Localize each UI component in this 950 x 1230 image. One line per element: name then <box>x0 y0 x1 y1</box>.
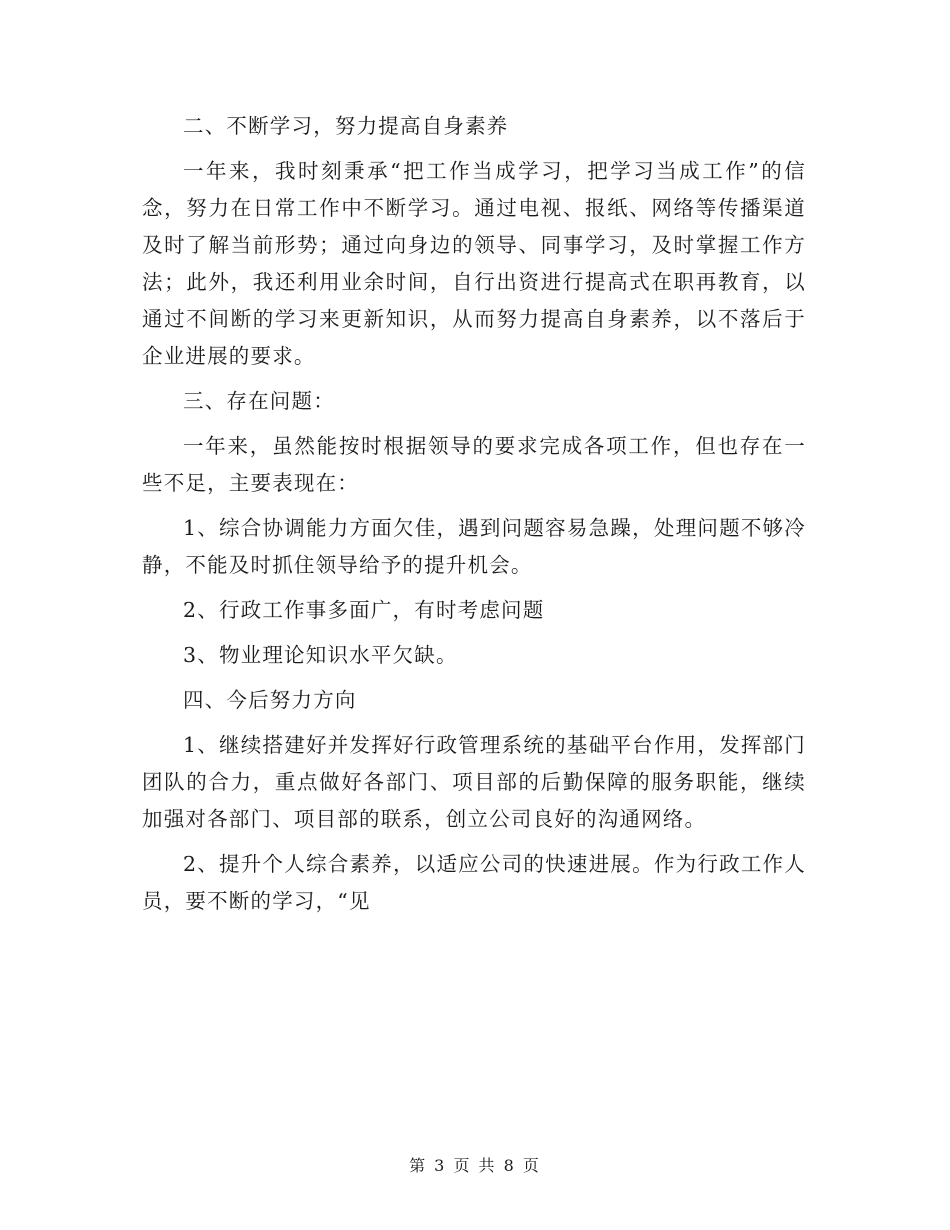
section-heading-learning: 二、不断学习，努力提高自身素养 <box>183 114 509 138</box>
problem-item-2: 2、行政工作事多面广，有时考虑问题 <box>183 598 545 622</box>
section-heading-problems: 三、存在问题： <box>183 389 335 413</box>
direction-item-2: 2、提升个人综合素养，以适应公司的快速进展。作为行政工作人员，要不断的学习，“见 <box>142 852 806 913</box>
problem-item-1: 1、综合协调能力方面欠佳，遇到问题容易急躁，处理问题不够冷静，不能及时抓住领导给予的提升机会。 <box>142 516 806 577</box>
problem-item-3: 3、物业理论知识水平欠缺。 <box>183 643 458 667</box>
page-footer: 第 3 页 共 8 页 <box>409 1156 541 1175</box>
section-heading-direction: 四、今后努力方向 <box>183 688 357 712</box>
paragraph-learning: 一年来，我时刻秉承“把工作当成学习，把学习当成工作”的信念，努力在日常工作中不断学习。通过电视、报纸、网络等传播渠道及时了解当前形势；通过向身边的领导、同事学习，及时掌握工作方法；此外，我还利用业余时间，自行出资进行提高式在职再教育，以通过不间断的学习来更新知识，从而努力提高自身素养，以不落后于企业进展的要求。 <box>142 159 806 368</box>
paragraph-problems-intro: 一年来，虽然能按时根据领导的要求完成各项工作，但也存在一些不足，主要表现在： <box>142 434 806 495</box>
document-body <box>142 108 806 928</box>
direction-item-1: 1、继续搭建好并发挥好行政管理系统的基础平台作用，发挥部门团队的合力，重点做好各部门、项目部的后勤保障的服务职能，继续加强对各部门、项目部的联系，创立公司良好的沟通网络。 <box>142 733 806 831</box>
